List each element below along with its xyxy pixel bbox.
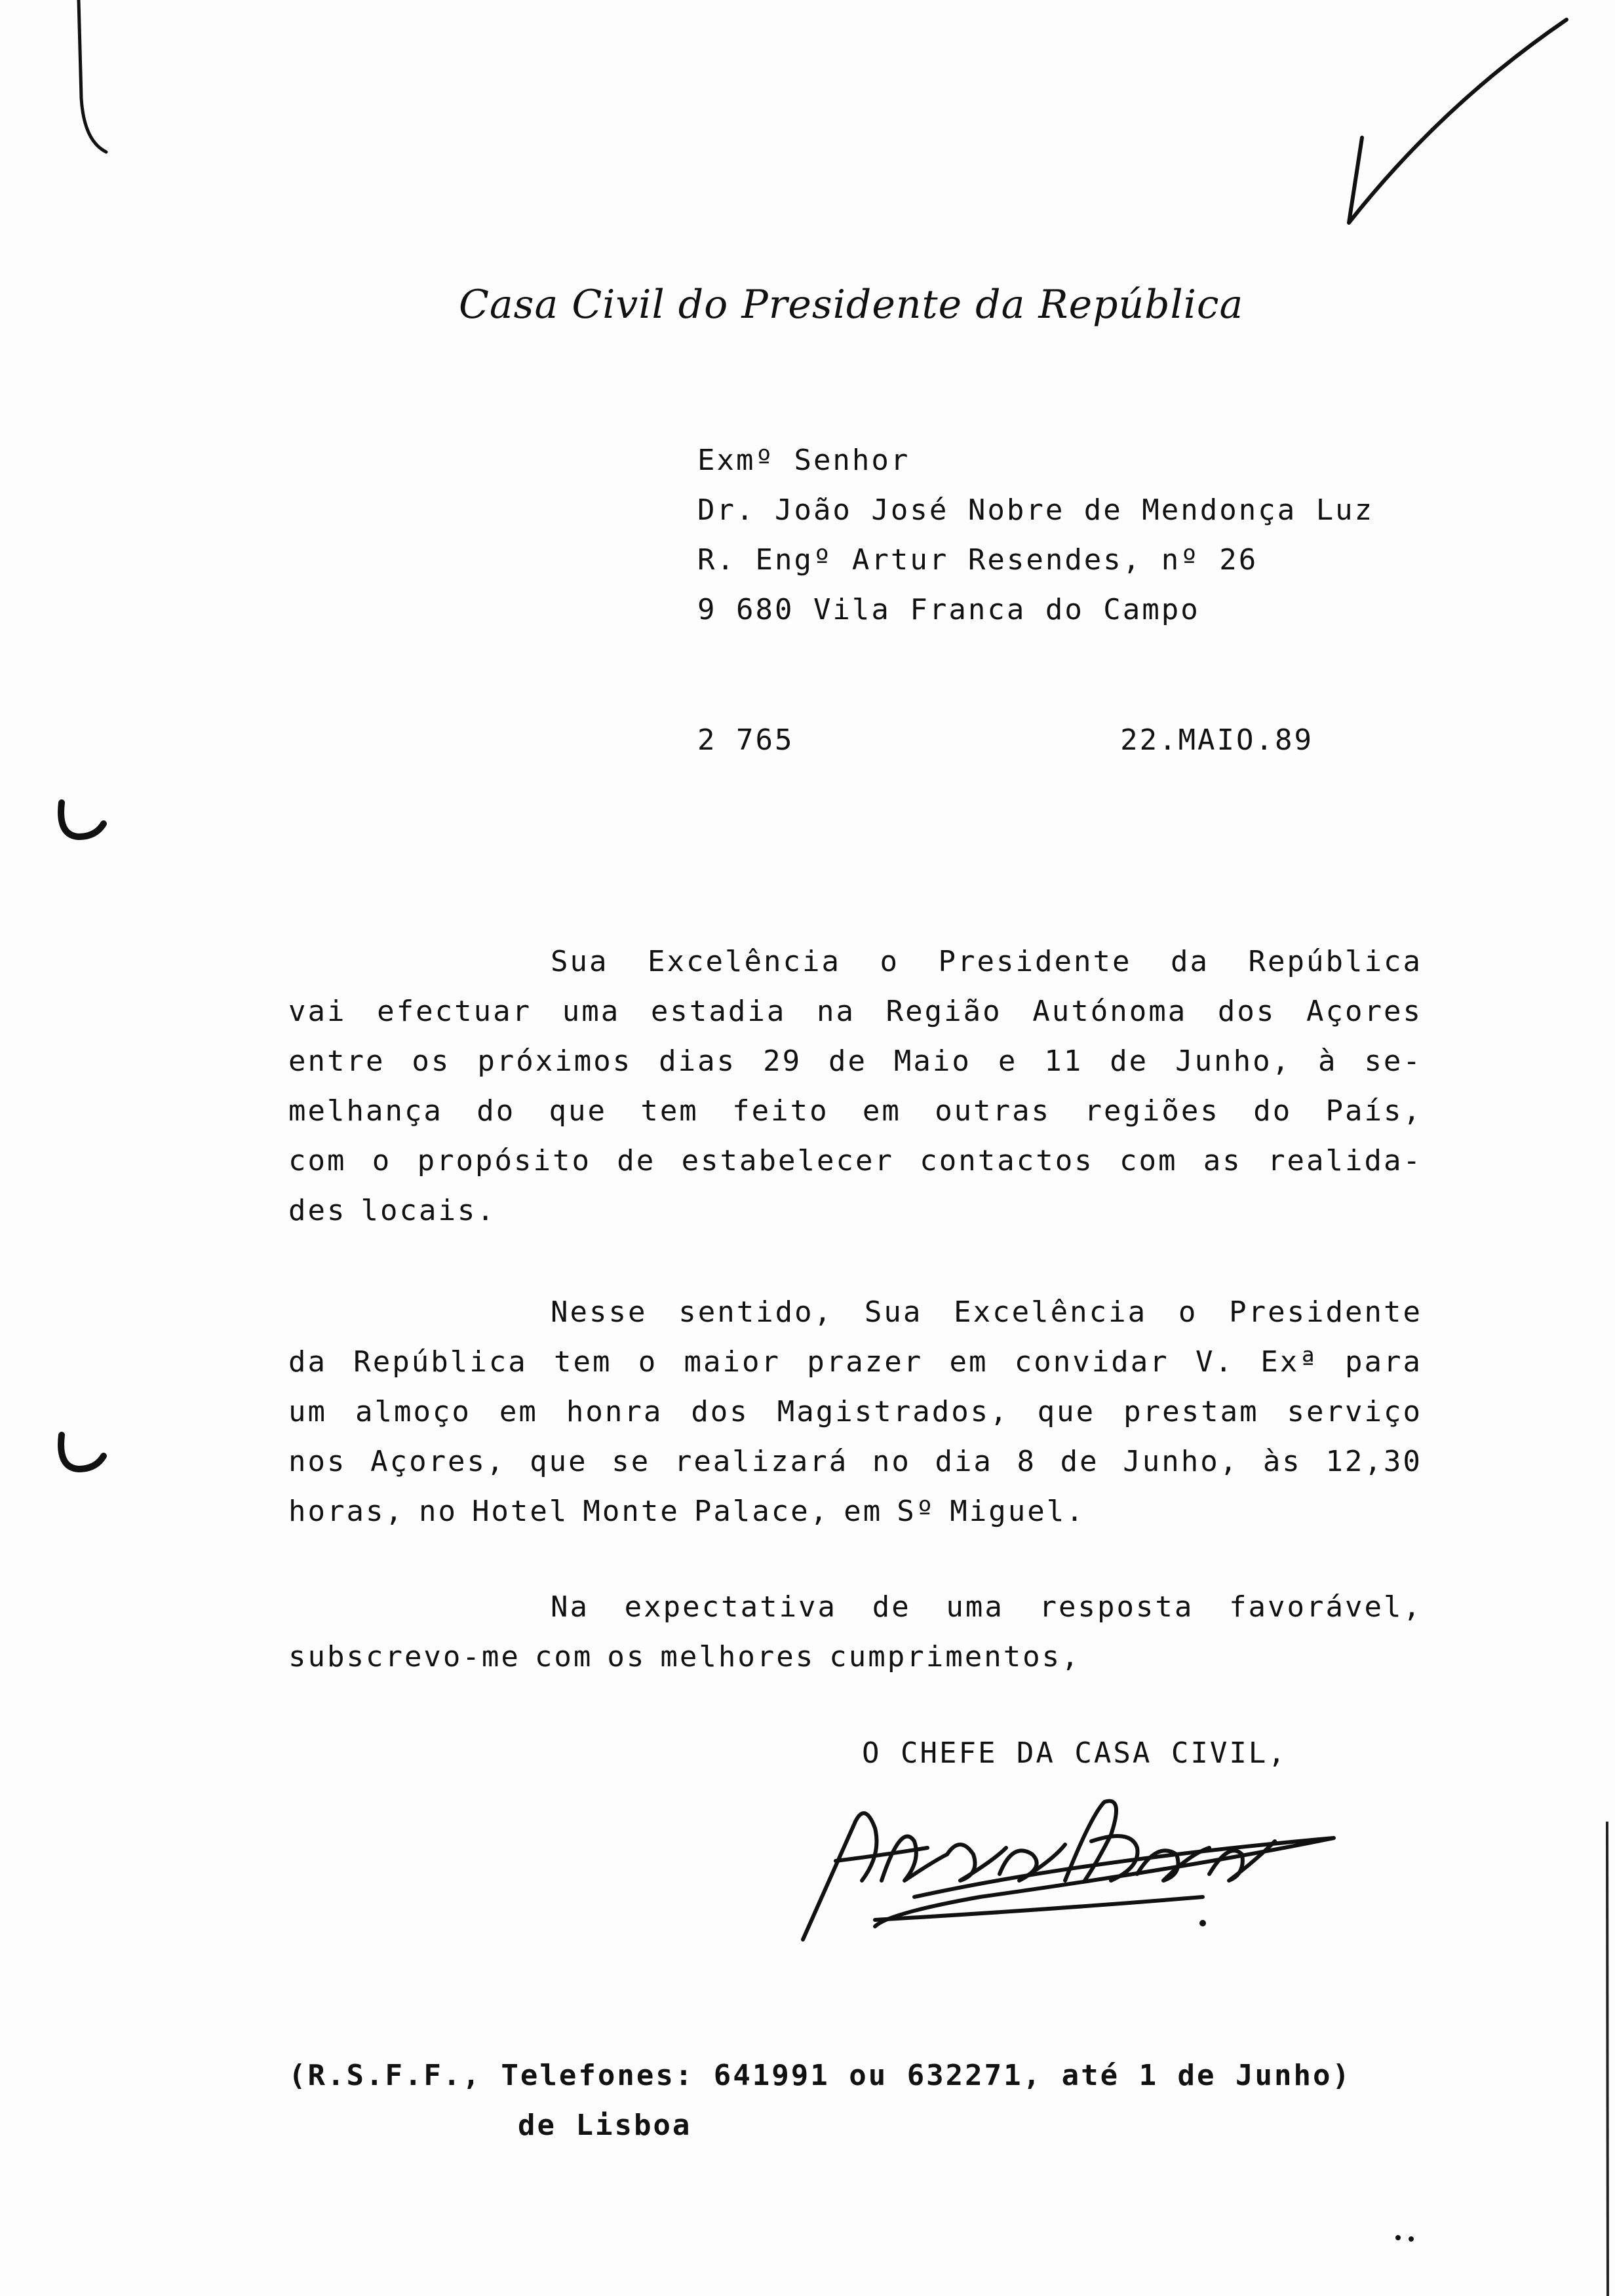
word: com [534, 1640, 593, 1674]
body-paragraph-1 [288, 937, 1422, 1236]
word: Sº [897, 1495, 936, 1528]
margin-bracket-mark [66, 0, 144, 170]
word: melhores [660, 1640, 815, 1674]
word: os [412, 1044, 451, 1078]
addressee-block [697, 436, 1374, 635]
word: uma [562, 995, 621, 1028]
word: o [880, 945, 899, 978]
punch-hole-mark-bottom [52, 1422, 111, 1481]
word: para [1344, 1345, 1422, 1379]
word: as [1203, 1144, 1242, 1177]
word: com [1119, 1144, 1178, 1177]
word: Magistrados, [777, 1395, 1009, 1428]
paragraph-line [288, 1582, 1422, 1632]
word: Monte [583, 1495, 680, 1528]
word: que [530, 1445, 588, 1478]
punch-hole-mark-top [52, 790, 111, 849]
paragraph-line [288, 1186, 1422, 1236]
paragraph-line [288, 1136, 1422, 1186]
footer-note [288, 2051, 1352, 2151]
word: República [353, 1345, 528, 1379]
closing-title: O CHEFE DA CASA CIVIL, [862, 1736, 1287, 1770]
word: realida- [1268, 1144, 1422, 1177]
word: de [1060, 1445, 1099, 1478]
word: Sua [864, 1295, 923, 1329]
reference-line [697, 716, 1313, 765]
word: Palace, [693, 1495, 830, 1528]
word: estadia [650, 995, 787, 1028]
word: de [872, 1590, 911, 1624]
word: prazer [807, 1345, 924, 1379]
word: Junho, [1123, 1445, 1239, 1478]
footer-line-2: de Lisboa [518, 2109, 692, 2142]
word: 12,30 [1325, 1445, 1422, 1478]
word: do [1253, 1094, 1293, 1128]
word: em [844, 1495, 883, 1528]
word: da [288, 1345, 327, 1379]
word: Exª [1260, 1345, 1319, 1379]
word: cumprimentos, [829, 1640, 1081, 1674]
word: dos [1217, 995, 1276, 1028]
word: horas, [288, 1495, 404, 1528]
word: o [1178, 1295, 1198, 1329]
word: de [1110, 1044, 1149, 1078]
word: Nesse [551, 1295, 648, 1329]
word: almoço [355, 1395, 471, 1428]
word: Na [551, 1590, 589, 1624]
check-mark [1337, 7, 1580, 229]
letterhead-title: Casa Civil do Presidente da República [459, 282, 1244, 328]
paragraph-line [288, 1037, 1422, 1086]
word: honra [566, 1395, 663, 1428]
word: 8 [1017, 1445, 1037, 1478]
word: no [418, 1495, 457, 1528]
word: Presidente [938, 945, 1132, 978]
addressee-name: Dr. João José Nobre de Mendonça Luz [697, 493, 1374, 527]
word: Açores [1306, 995, 1422, 1028]
word: dia [935, 1445, 993, 1478]
word: República [1248, 945, 1422, 978]
word: convidar [1014, 1345, 1169, 1379]
word: Maio [893, 1044, 971, 1078]
reference-number: 2 765 [697, 723, 794, 757]
word: Autónoma [1032, 995, 1188, 1028]
word: de [617, 1144, 656, 1177]
word: maior [684, 1345, 781, 1379]
paragraph-line [288, 1288, 1422, 1337]
word: resposta [1039, 1590, 1194, 1624]
word: no [872, 1445, 911, 1478]
word: efectuar [377, 995, 532, 1028]
word: estabelecer [681, 1144, 894, 1177]
word: melhança [288, 1094, 443, 1128]
paragraph-line [288, 1487, 1422, 1537]
word: uma [946, 1590, 1004, 1624]
word: os [607, 1640, 646, 1674]
word: em [499, 1395, 538, 1428]
word: feito [732, 1094, 829, 1128]
word: Açores, [370, 1445, 506, 1478]
word: que [1037, 1395, 1096, 1428]
corner-dots [1393, 2231, 1419, 2244]
word: o [638, 1345, 658, 1379]
addressee-salutation: Exmº Senhor [697, 444, 910, 477]
word: Excelência [954, 1295, 1148, 1329]
word: Região [885, 995, 1002, 1028]
word: do [477, 1094, 516, 1128]
word: V. [1195, 1345, 1234, 1379]
paragraph-line [288, 937, 1422, 987]
word: à [1318, 1044, 1338, 1078]
reference-date: 22.MAIO.89 [1120, 723, 1313, 757]
word: regiões [1084, 1094, 1220, 1128]
word: subscrevo-me [288, 1640, 520, 1674]
word: serviço [1287, 1395, 1422, 1428]
word: se [612, 1445, 651, 1478]
word: se- [1364, 1044, 1422, 1078]
word: Presidente [1229, 1295, 1422, 1329]
word: nos [288, 1445, 347, 1478]
word: outras [935, 1094, 1051, 1128]
word: 29 [763, 1044, 802, 1078]
word: Junho, [1175, 1044, 1292, 1078]
word: um [288, 1395, 327, 1428]
word: de [828, 1044, 867, 1078]
word: em [862, 1094, 901, 1128]
word: contactos [920, 1144, 1094, 1177]
word: o [372, 1144, 392, 1177]
word: Miguel. [950, 1495, 1085, 1528]
signature-image [783, 1782, 1347, 1953]
word: tem [640, 1094, 699, 1128]
footer-line-1: (R.S.F.F., Telefones: 641991 ou 632271, até 1 de Junho) [288, 2059, 1352, 2092]
word: vai [288, 995, 347, 1028]
addressee-city: 9 680 Vila Franca do Campo [697, 593, 1200, 626]
right-edge-line [1605, 1822, 1611, 2296]
word: favorável, [1229, 1590, 1422, 1624]
word: dias [659, 1044, 737, 1078]
word: prestam [1123, 1395, 1259, 1428]
paragraph-line [288, 1632, 1422, 1682]
word: que [549, 1094, 608, 1128]
word: tem [553, 1345, 612, 1379]
word: e [998, 1044, 1018, 1078]
paragraph-line [288, 1437, 1422, 1487]
word: sentido, [678, 1295, 834, 1329]
word: locais. [360, 1194, 496, 1227]
word: Excelência [648, 945, 841, 978]
paragraph-line [288, 987, 1422, 1037]
word: Hotel [471, 1495, 569, 1528]
paragraph-line [288, 1086, 1422, 1136]
word: às [1262, 1445, 1302, 1478]
word: da [1170, 945, 1209, 978]
word: 11 [1044, 1044, 1083, 1078]
word: na [817, 995, 855, 1028]
word: propósito [417, 1144, 591, 1177]
paragraph-line [288, 1387, 1422, 1437]
word: em [949, 1345, 988, 1379]
word: próximos [477, 1044, 632, 1078]
paragraph-line [288, 1337, 1422, 1387]
body-paragraph-3 [288, 1582, 1422, 1682]
word: entre [288, 1044, 385, 1078]
addressee-street: R. Engº Artur Resendes, nº 26 [697, 543, 1258, 577]
word: expectativa [624, 1590, 838, 1624]
word: realizará [674, 1445, 849, 1478]
body-paragraph-2 [288, 1288, 1422, 1537]
word: des [288, 1194, 347, 1227]
word: País, [1325, 1094, 1422, 1128]
word: dos [691, 1395, 749, 1428]
word: Sua [551, 945, 609, 978]
word: com [288, 1144, 347, 1177]
